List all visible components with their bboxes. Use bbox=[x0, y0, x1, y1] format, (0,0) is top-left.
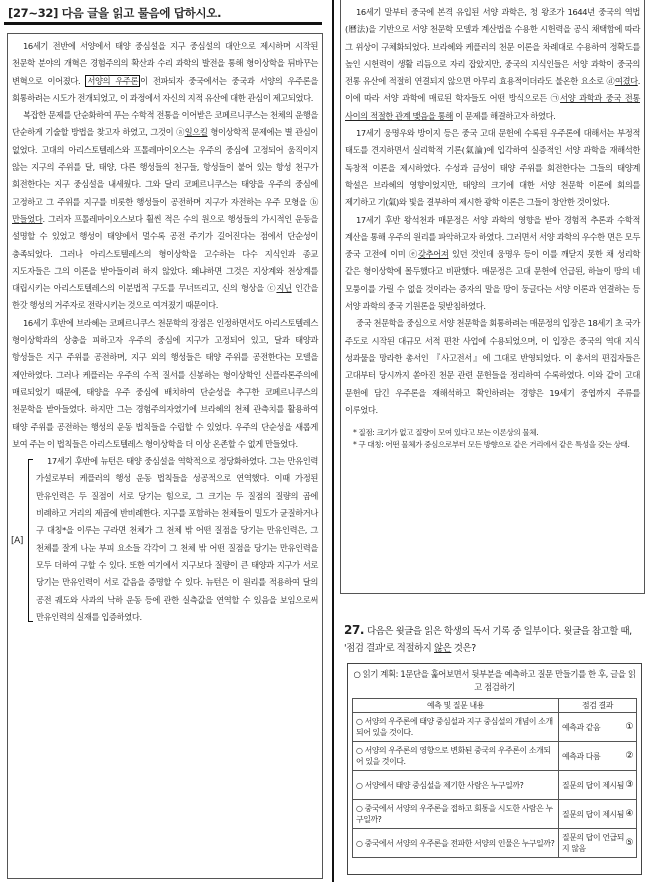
table-row bbox=[353, 800, 637, 829]
passage-left-box bbox=[7, 33, 323, 879]
result-text: 질문의 답이 제시됨 bbox=[562, 809, 624, 819]
bracket-line bbox=[28, 459, 33, 622]
reading-plan: ○ 읽기 계획: 1문단을 훑어보면서 뒷부분을 예측하고 질문 만들기를 한 후, 글을 읽고 점검하기 bbox=[353, 669, 636, 692]
record-table bbox=[352, 698, 637, 858]
question-27: 27. 다음은 윗글을 읽은 학생의 독서 기록 중 일부이다. 윗글을 참고할 때, '점검 결과'로 적절하지 않은 것은? bbox=[344, 623, 632, 654]
choice-number[interactable]: ④ bbox=[625, 808, 633, 819]
paragraph-1: 16세기 전반에 서양에서 태양 중심설을 지구 중심설의 대안으로 제시하며 시작된 천문학 분야의 개혁은 경험주의의 확산과 수리 과학의 발전을 통해 형이상학을 뒤바꾸는 변혁으로 이어졌다. 서양의 우주론 이 전파되자 중국에서는 중국과 서양의 우주론을 회통하려는 시도가 전개되었고, 이 과정에서 자신의 지적 유산에 대한 관심이 제고되었다. bbox=[12, 41, 318, 103]
prediction-cell: ○ 서양에서 태양 중심설을 제기한 사람은 누구일까? bbox=[353, 771, 559, 800]
reading-record-box bbox=[347, 663, 642, 875]
paragraph-4: 17세기 후반에 뉴턴은 태양 중심설을 역학적으로 정당화하였다. 그는 만유인력 가설로부터 케플러의 행성 운동 법칙들을 성공적으로 연역했다. 이때 가정된 만유인력은 두 질점이 서로 당기는 힘으로, 그 크기는 두 질점의 질량의 곱에 비례하고 거리의 제곱에 반비례한다. 지구를 포함하는 천체들이 밀도가 균질하거나 구 대칭*을 이루는 구라면 천체가 그 천체 밖 어떤 질점을 당기는 만유인력은, 그 천체를 잘게 나눈 부피 요소들 각각이 그 천체 밖 어떤 질점을 당기는 만유인력을 모두 더하여 구할 수 있다. 또한 여기에서 지구보다 질량이 큰 태양과 지구가 서로 당기는 만유인력이 서로 같음을 증명할 수 있다. 뉴턴은 이 원리를 적용하여 달의 공전 궤도와 사과의 낙하 운동 등에 관한 실측값을 연역할 수 있음을 보임으로써 만유인력의 실재를 입증하였다. bbox=[36, 456, 318, 622]
choice-number[interactable]: ① bbox=[625, 721, 633, 732]
header-rule bbox=[4, 22, 322, 25]
underlined-word-b: 만들었다 bbox=[12, 213, 43, 224]
underlined-word-a: 일으킬 bbox=[184, 127, 208, 138]
choice-number[interactable]: ② bbox=[625, 750, 633, 761]
column-header-result: 점검 결과 bbox=[559, 699, 637, 713]
table-row bbox=[353, 713, 637, 742]
footnote-2: * 구 대칭: 어떤 물체가 중심으로부터 모든 방향으로 같은 거리에서 같은 특성을 갖는 상태. bbox=[353, 440, 630, 450]
column-header-prediction: 예측 및 질문 내용 bbox=[353, 699, 559, 713]
underlined-phrase-1: 서양 과학과 중국 전통 사이의 적절한 관계 맺음을 통해 bbox=[345, 93, 640, 121]
paragraph-6: 17세기 웅명우와 방이지 등은 중국 고대 문헌에 수록된 우주론에 대해서는 부정적 태도를 견지하면서 실리학적 기론(氣論)에 입각하여 실증적인 서양 과학을 재해석한 독창적 이론을 제시하였다. 수성과 금성이 태양 주위를 회전한다는 그들의 태양계 학설은 브라헤의 영향이었지만, 태양의 크기에 대한 서양 천문학 이론에 회의를 제기하고 기(氣)와 빛을 결부하여 제시한 광학 이론은 그들이 창안한 것이었다. bbox=[345, 128, 640, 208]
footnote-1: * 질점: 크기가 없고 질량이 모여 있다고 보는 이론상의 물체. bbox=[353, 428, 539, 438]
question-number: 27. bbox=[344, 623, 365, 637]
prediction-cell: ○ 중국에서 서양의 우주론을 전파한 서양의 인물은 누구일까? bbox=[353, 829, 559, 858]
underlined-word-c: 지닌 bbox=[276, 283, 292, 294]
paragraph-2: 복잡한 문제를 단순화하여 푸는 수학적 전통을 이어받은 코페르니쿠스는 천체의 운행을 단순하게 기술할 방법을 찾고자 하였고, 그것이 ⓐ일으킬 형이상학적 문제에는 별 관심이 없었다. 고대의 아리스토텔레스와 프톨레마이오스는 우주의 중심에 고정되어 움직이지 않는 지구의 주위를 달, 태양, 다른 행성들의 천구들, 항성들이 붙어 있는 항성 천구가 회전한다는 지구 중심설을 내세웠다. 그와 달리 코페르니쿠스는 태양을 우주의 중심에 고정하고 그 주위를 지구를 비롯한 행성들이 공전하며 지구가 자전하는 우주 모형을 ⓑ만들었다. 그러자 프톨레마이오스보다 훨씬 적은 수의 원으로 행성들의 가시적인 운동을 설명할 수 있었고 행성이 태양에서 멀수록 공전 주기가 길어진다는 점에서 단순성이 충족되었다. 그러나 아리스토텔레스의 형이상학을 고수하는 다수 지식인과 종교 지도자들은 그의 이론을 받아들이려 하지 않았다. 왜냐하면 그것은 지상계와 천상계를 대립시키는 아리스토텔레스의 이분법적 구도를 무너뜨리고, 신의 형상을 ⓒ지닌 인간을 한갓 행성의 거주자로 전락시키는 것으로 여겨졌기 때문이다. bbox=[12, 110, 318, 311]
paragraph-7: 17세기 후반 왕석천과 매문정은 서양 과학의 영향을 받아 경험적 추론과 수학적 계산을 통해 우주의 원리를 파악하고자 하였다. 그러면서 서양 과학의 우수한 면은 모두 중국 고전에 이미 ⓔ갖추어져 있던 것인데 웅명우 등이 이를 깨닫지 못한 채 성리학 같은 형이상학에 몰두했다고 비판했다. 매문정은 고대 문헌에 언급된, 하늘이 땅의 네 모퉁이를 가릴 수 없을 것이라는 증자의 말을 땅이 둥글다는 서양 이론과 연결하는 등 서양 과학의 중국 기원론을 뒷받침하였다. bbox=[345, 214, 640, 312]
result-text: 예측과 같음 bbox=[562, 722, 601, 732]
table-row bbox=[353, 829, 637, 858]
result-text: 질문의 답이 언급되지 않음 bbox=[562, 833, 624, 853]
result-text: 예측과 다름 bbox=[562, 751, 601, 761]
bracket-section-a bbox=[11, 453, 318, 626]
prediction-cell: ○ 중국에서 서양의 우주론을 접하고 회통을 시도한 사람은 누구일까? bbox=[353, 800, 559, 829]
passage-right-box bbox=[340, 0, 645, 594]
choice-number[interactable]: ③ bbox=[625, 779, 633, 790]
choice-number[interactable]: ⑤ bbox=[625, 837, 633, 848]
table-row bbox=[353, 742, 637, 771]
boxed-term: 서양의 우주론 bbox=[87, 75, 139, 86]
footnotes bbox=[341, 419, 644, 451]
column-divider bbox=[332, 0, 334, 882]
table-row bbox=[353, 771, 637, 800]
underlined-word-e: 갖추어져 bbox=[418, 249, 449, 260]
paragraph-5: 16세기 말부터 중국에 본격 유입된 서양 과학은, 청 왕조가 1644년 중국의 역법(曆法)을 기반으로 서양 천문학 모델과 계산법을 수용한 시헌력을 공식 채택함에 따라 그 위상이 구체화되었다. 브라헤와 케플러의 천문 이론을 차례대로 수용하여 정확도를 높인 시헌력이 생활 리듬으로 자리 잡았지만, 중국의 지식인들은 서양 과학이 중국의 전통 유산에 적절히 연결되지 않으면 아무리 효용적이더라도 불온한 요소로 ⓓ여겼다. 이에 따라 서양 과학에 매료된 학자들도 어떤 방식으로든 ㉠서양 과학과 중국 전통 사이의 적절한 관계 맺음을 통해 이 문제를 해결하고자 하였다. bbox=[345, 7, 640, 121]
bracket-label-a: [A] bbox=[11, 535, 23, 546]
prediction-cell: ○ 서양의 우주론에 태양 중심설과 지구 중심설의 개념이 소개되어 있을 것이다. bbox=[353, 713, 559, 742]
underlined-word-d: 여겼다 bbox=[614, 76, 638, 87]
emphasis-negative: 않은 bbox=[434, 643, 452, 654]
paragraph-3: 16세기 후반에 브라헤는 코페르니쿠스 천문학의 장점은 인정하면서도 아리스토텔레스 형이상학과의 상충을 피하고자 우주의 중심에 지구가 고정되어 있고, 달과 태양과 항성들은 지구 주위를 공전하며, 지구 외의 행성들은 태양 주위를 공전한다는 모델을 제안하였다. 그러나 케플러는 우주의 수적 질서를 신봉하는 형이상학인 신플라톤주의에 매료되었기 때문에, 태양을 우주 중심에 배치하여 단순성을 추구한 코페르니쿠스의 천문학을 받아들였다. 하지만 그는 경험주의자였기에 브라헤의 천체 관측치를 활용하여 태양 주위를 공전하는 행성의 운동 법칙들을 수립할 수 있었다. 우주의 단순성을 새롭게 보여 주는 이 법칙들은 아리스토텔레스 형이상학을 더 이상 온존할 수 없게 만들었다. bbox=[12, 317, 318, 449]
prediction-cell: ○ 서양의 우주론의 영향으로 변화된 중국의 우주론이 소개되어 있을 것이다. bbox=[353, 742, 559, 771]
result-text: 질문의 답이 제시됨 bbox=[562, 780, 624, 790]
section-header: [27~32] 다음 글을 읽고 물음에 답하시오. bbox=[8, 6, 222, 20]
paragraph-8: 중국 천문학을 중심으로 서양 천문학을 회통하려는 매문정의 입장은 18세기 초 국가 주도로 시작된 대규모 서적 편찬 사업에 수용되었으며, 이 입장은 중국의 역대 지식 성과물을 망라한 총서인 『사고전서』에 그대로 반영되었다. 이 총서의 편집자들은 고대부터 당시까지 쏟아진 천문 관련 문헌들을 정리하여 수록하였다. 이와 같이 고대 문헌에 담긴 우주론을 재해석하고 확인하려는 경향은 19세기 중엽까지 주류를 이루었다. bbox=[345, 318, 640, 415]
